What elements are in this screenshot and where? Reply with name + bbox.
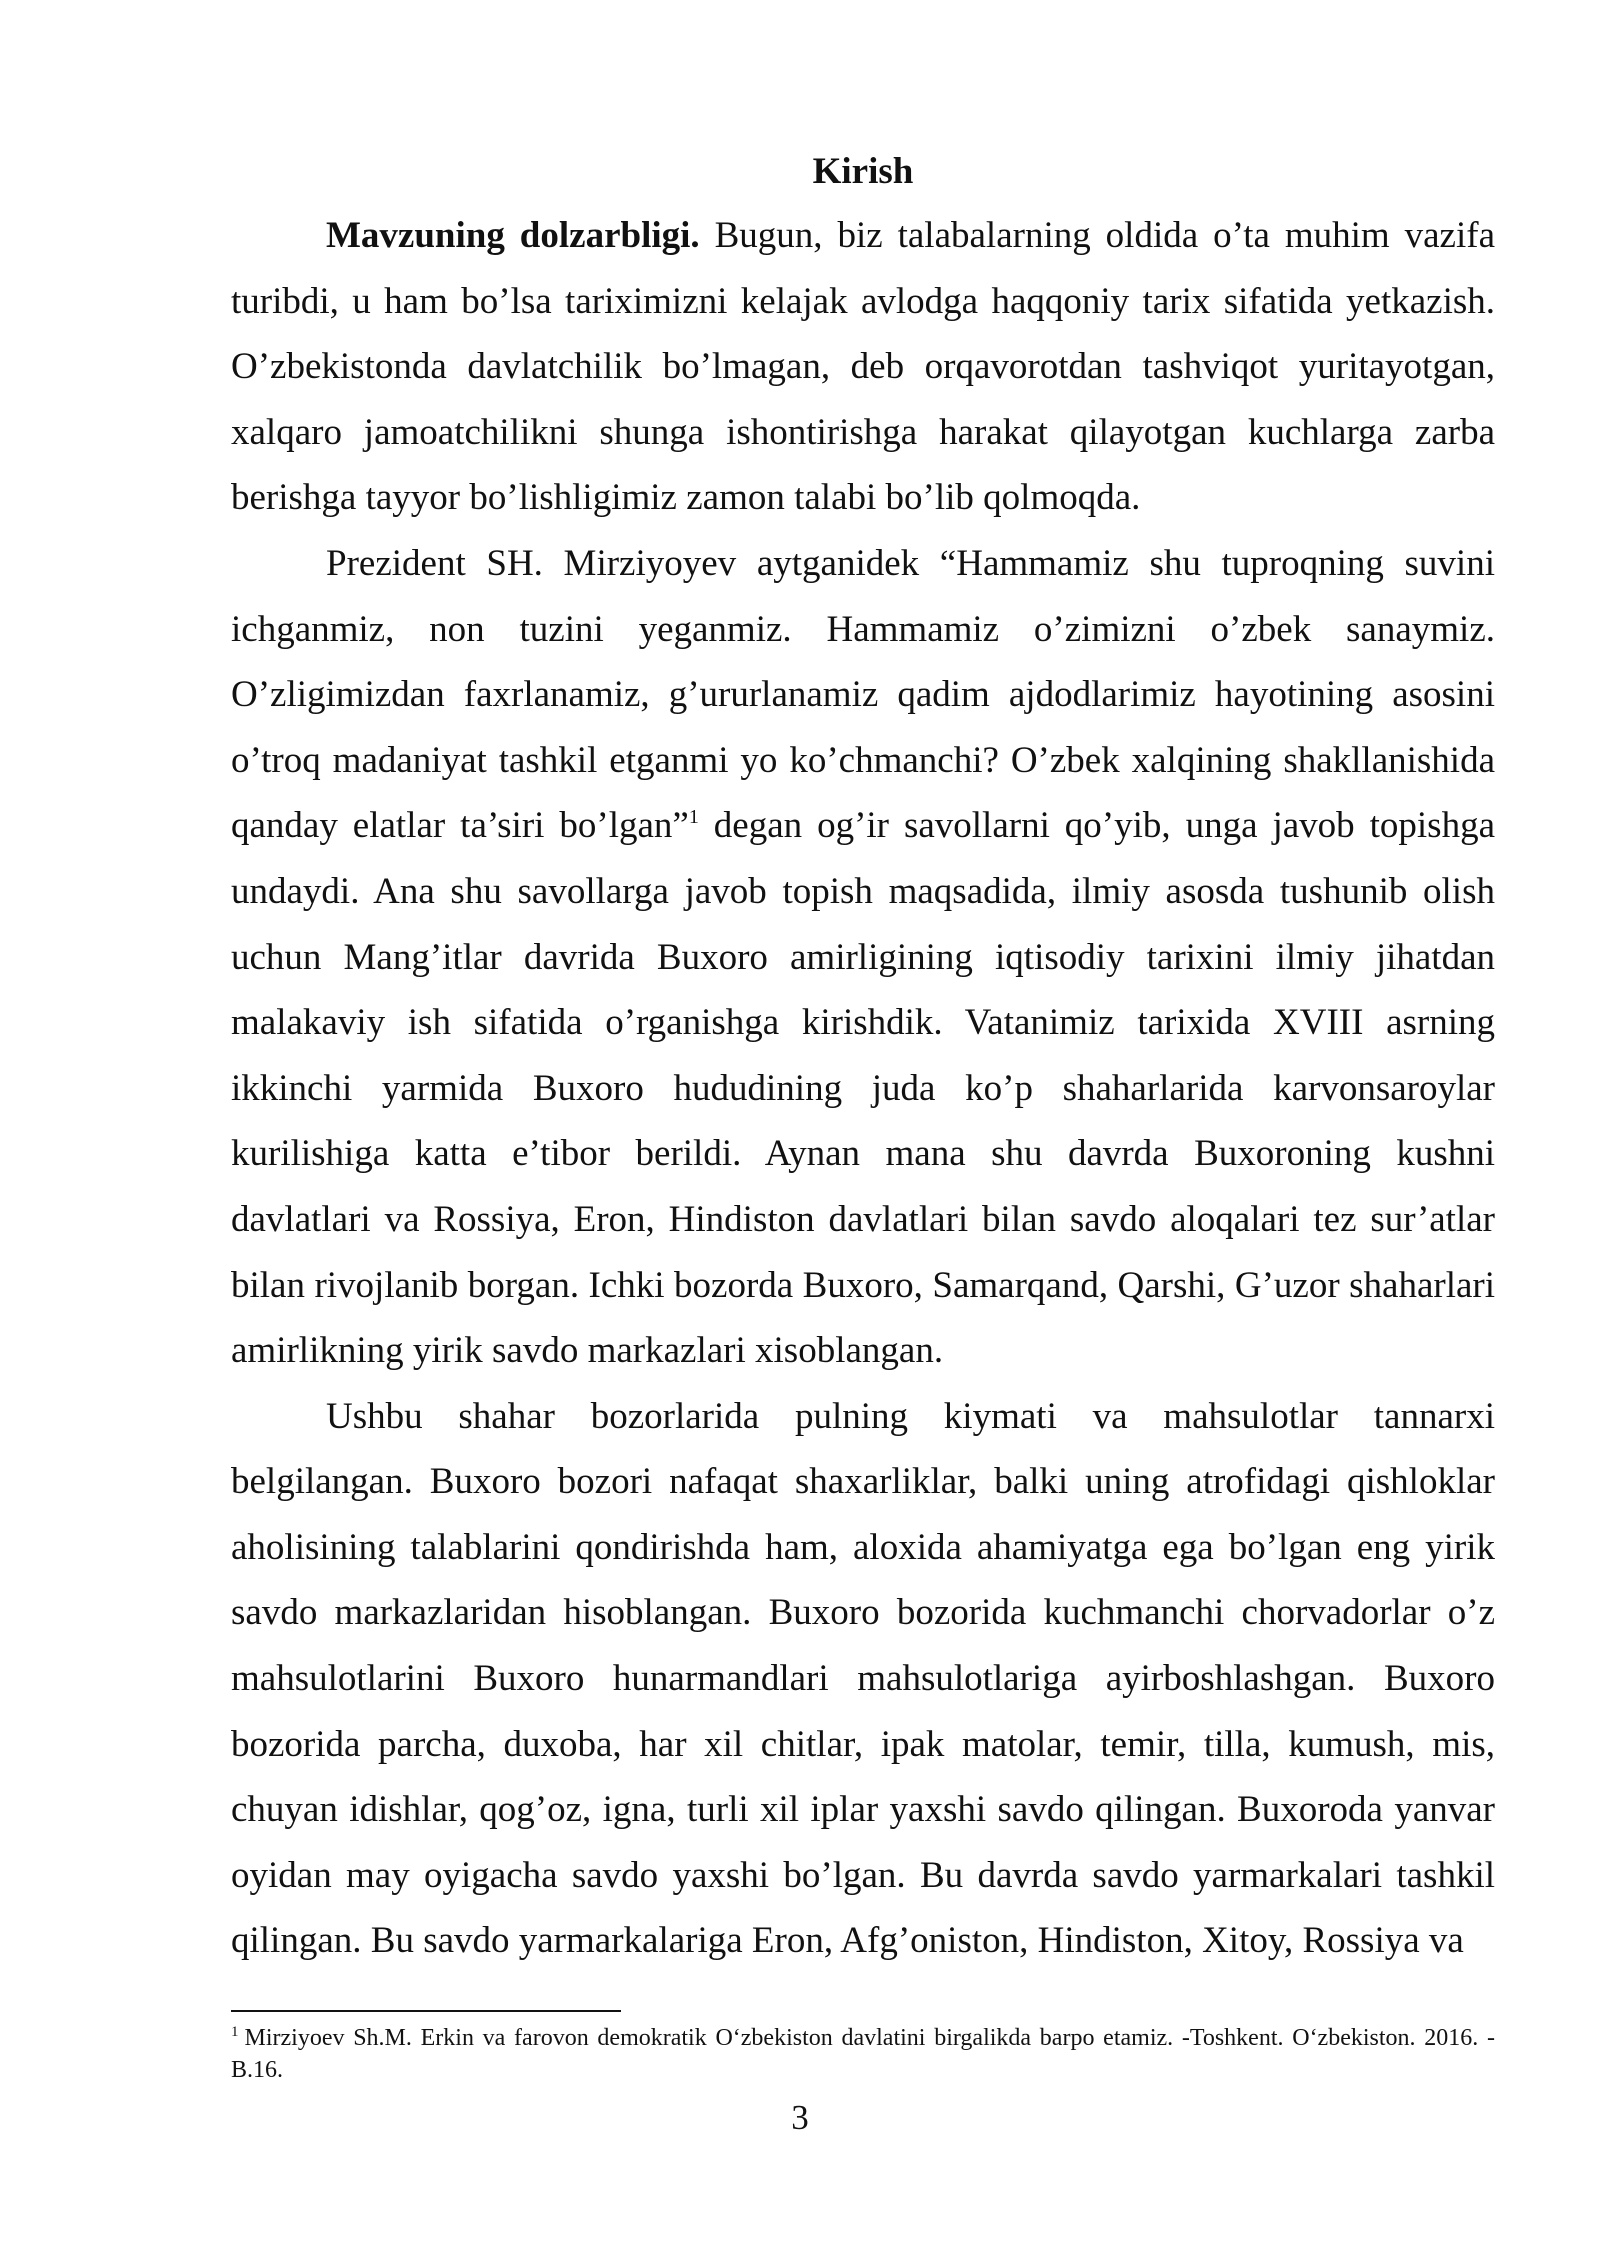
paragraph-relevance <box>231 203 1495 531</box>
footnote-reference: 1 <box>688 806 699 829</box>
paragraph-text: Bugun, biz talabalarning oldida o’ta muhim vazifa turibdi, u ham bo’lsa tariximizni kelajak avlodga haqqoniy tarix sifatida yetkazish. O’zbekistonda davlatchilik bo’lmagan, deb orqavorotdan tashviqot yuritayotgan, xalqaro jamoatchilikni shunga ishontirishga harakat qilayotgan kuchlarga zarba berishga tayyor bo’lishligimiz zamon talabi bo’lib qolmoqda. <box>231 215 1495 519</box>
page-number: 3 <box>791 2098 809 2137</box>
paragraph-president-quote <box>231 531 1495 1384</box>
paragraph-bazaars <box>231 1384 1495 1974</box>
paragraph-text-before-footnote: Prezident SH. Mirziyoyev aytganidek “Hammamiz shu tuproqning suvini ichganmiz, non tuzini yeganmiz. Hammamiz o’zimizni o’zbek sanaymiz. O’zligimizdan faxrlanamiz, g’ururlanamiz qadim ajdodlarimiz hayotining asosini o’troq madaniyat tashkil etganmi yo ko’chmanchi? O’zbek xalqining shakllanishida qanday elatlar ta’siri bo’lgan” <box>231 542 1495 847</box>
page-body <box>231 145 1495 1974</box>
paragraph-text: Ushbu shahar bozorlarida pulning kiymati va mahsulotlar tannarxi belgilangan. Buxoro bozori nafaqat shaxarliklar, balki uning atrofidagi qishloklar aholisining talablarini qondirishda ham, aloxida ahamiyatga ega bo’lgan eng yirik savdo markazlaridan hisoblangan. Buxoro bozorida kuchmanchi chorvadorlar o’z mahsulotlarini Buxoro hunarmandlari mahsulotlariga ayirboshlashgan. Buxoro bozorida parcha, duxoba, har xil chitlar, ipak matolar, temir, tilla, kumush, mis, chuyan idishlar, qog’oz, igna, turli xil iplar yaxshi savdo qilingan. Buxoroda yanvar oyidan may oyigacha savdo yaxshi bo’lgan. Bu davrda savdo yarmarkalari tashkil qilingan. Bu savdo yarmarkalariga Eron, Afg’oniston, Hindiston, Xitoy, Rossiya va <box>231 1395 1495 1962</box>
footnote <box>231 2022 1495 2086</box>
footnote-number: 1 <box>231 2024 239 2040</box>
paragraph-text-after-footnote: degan og’ir savollarni qo’yib, unga javob topishga undaydi. Ana shu savollarga javob topish maqsadida, ilmiy asosda tushunib olish uchun Mang’itlar davrida Buxoro amirligining iqtisodiy tarixini ilmiy jihatdan malakaviy ish sifatida o’rganishga kirishdik. Vatanimiz tarixida XVIII asrning ikkinchi yarmida Buxoro hududining juda ko’p shaharlarida karvonsaroylar kurilishiga katta e’tibor berildi. Aynan mana shu davrda Buxoroning kushni davlatlari va Rossiya, Eron, Hindiston davlatlari bilan savdo aloqalari tez sur’atlar bilan rivojlanib borgan. Ichki bozorda Buxoro, Samarqand, Qarshi, G’uzor shaharlari amirlikning yirik savdo markazlari xisoblangan. <box>231 805 1495 1372</box>
section-title: Kirish <box>812 151 914 192</box>
footnote-text: Mirziyoev Sh.M. Erkin va farovon demokratik O‘zbekiston davlatini birgalikda barpo etamiz. -Toshkent. O‘zbekiston. 2016. - B.16. <box>231 2025 1495 2083</box>
footnote-separator <box>231 2010 621 2012</box>
paragraph-lead: Mavzuning dolzarbligi. <box>326 215 700 256</box>
